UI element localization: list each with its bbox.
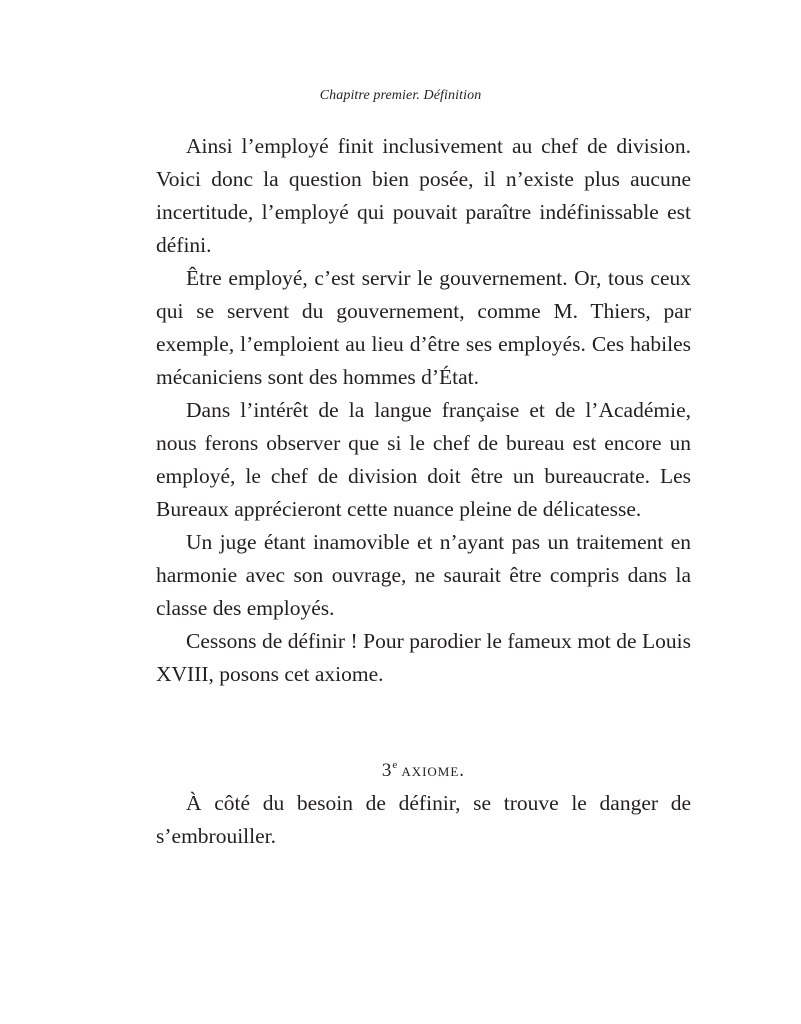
running-head: Chapitre premier. Définition	[319, 88, 482, 103]
axiom-label: axiome.	[401, 760, 466, 781]
paragraph: Être employé, c’est servir le gouvernement. Or, tous ceux qui se servent du gouvernement, comme M. Thiers, par exemple, l’emploient au lieu d’être ses employés. Ces habiles mécaniciens sont des hommes d’État.	[156, 266, 691, 389]
paragraph: Ainsi l’employé finit inclusivement au chef de division. Voici donc la question bien posée, il n’existe plus aucune incertitude, l’employé qui pouvait paraître indéfinissable est défini.	[156, 134, 691, 257]
axiom-heading	[156, 754, 691, 787]
axiom-number: 3	[381, 760, 393, 781]
paragraph: Un juge étant inamovible et n’ayant pas un traitement en harmonie avec son ouvrage, ne saurait être compris dans la classe des employés.	[156, 530, 691, 620]
paragraph: Cessons de définir ! Pour parodier le fameux mot de Louis XVIII, posons cet axiome.	[156, 629, 691, 686]
axiom-paragraph: À côté du besoin de définir, se trouve le danger de s’embrouiller.	[156, 791, 691, 848]
axiom-superscript: e	[392, 759, 398, 771]
paragraph: Dans l’intérêt de la langue française et de l’Académie, nous ferons observer que si le chef de bureau est encore un employé, le chef de division doit être un bureaucrate. Les Bureaux apprécieront cette nuance pleine de délicatesse.	[156, 398, 691, 521]
body-text	[156, 130, 691, 853]
